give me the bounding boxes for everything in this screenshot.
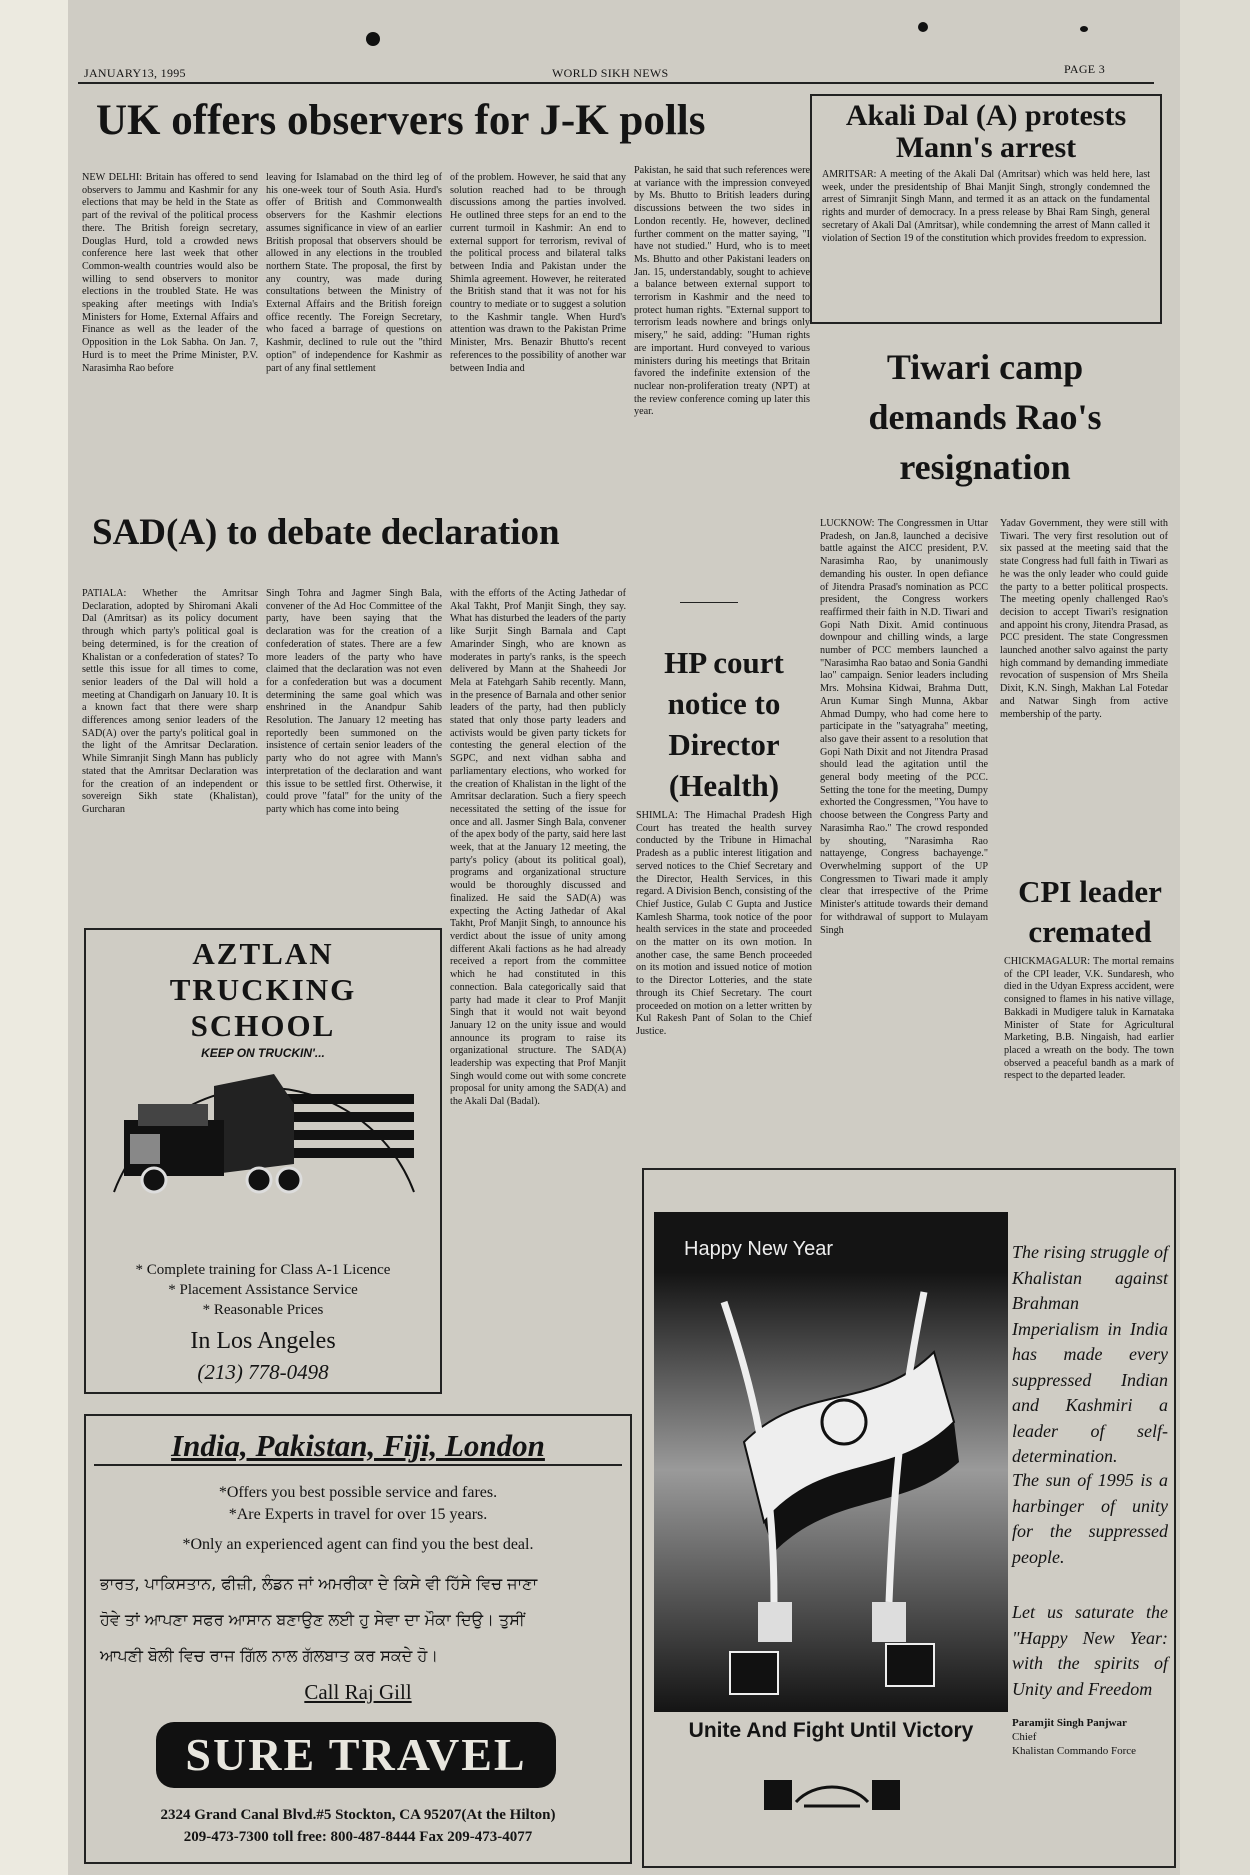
uk-headline: UK offers observers for J-K polls (96, 97, 706, 144)
akali-headline-1: Akali Dal (A) protests (845, 99, 1127, 132)
akali-box (810, 94, 1162, 324)
header-rule (78, 82, 1154, 84)
uk-column-2: leaving for Islamabad on the third leg of his one-week tour of South Asia. Hurd's offer of British and Commonwealth observers for the Kashmir elections assumes significance in view of an earlier British proposal that observers should be allowed in any elections in the troubled northern State. The proposal, the first by any country, was made during consultations between the Ministry of External Affairs and the British foreign office recently. The Foreign Secretary, who faced a barrage of questions on Kashmir, declined to rule out the "third option" of independence for Kashmir as part of any final settlement (266, 172, 442, 374)
akali-headline-2: Mann's arrest (895, 130, 1077, 164)
hp-headline-2: notice to (667, 686, 781, 721)
sad-column-3: with the efforts of the Acting Jathedar of Akal Takht, Prof Manjit Singh, they say. What has disturbed the leaders of the party like Surjit Singh Barnala and Capt Amarinder Singh, who are known as moderates in party's ranks, is the speech delivered by Mann at the Shaheedi Jor Mela at Fatehgarh Sahib recently. Mann, in the presence of Barnala and other senior leaders of the party, had then publicly stated that only those party leaders and activists would be given party tickets for contesting the general election of the SGPC, and next vidhan sabha and parliamentary elections, who worked for the creation of Khalistan in the light of the Amritsar declaration. Such a fiery speech necessitated the setting of the issue for once and all. Jasmer Singh Bala, convener of the apex body of the party, said here last week, that at the January 12 meeting, the party's policy (about its political goal), programs and organizational structure would be thoroughly discussed and finalized. He said the SAD(A) was expecting the Acting Jathedar of Akal Takht, Prof Manjit Singh, to announce his verdict about the issue of unity among different Akali factions as he had already received a report from the committee which he had constituted in this connection. Bala categorically said that party had made it clear to Prof Manjit Singh that it would not wait beyond January 12 on the unity issue and would announce its program to raise its organizational structure. The SAD(A) leadership was expecting that Prof Manjit Singh would come out with some concrete proposal for unity among the SAD(A) and the Akali Dal (Badal). (450, 588, 626, 1108)
right-margin (1180, 0, 1250, 1875)
page-number: PAGE 3 (1064, 62, 1106, 76)
paper-name: WORLD SIKH NEWS (552, 66, 669, 80)
sad-column-1: PATIALA: Whether the Amritsar Declaration, adopted by Shiromani Akali Dal (Amritsar) as its policy document through which party's political goal is being determined, is for the creation of Khalistan or a confederation of states? To settle this issue for all times to come, senior leaders of the Dal will hold a meeting at Chandigarh on January 10. It is a known fact that there were sharp differences among senior leaders of the SAD(A) over the party's political goal in the light of the Amritsar Declaration. While Simranjit Singh Mann has publicly stated that the Amritsar Declaration was for the creation of an independent or sovereign Sikh state (Khalistan), Gurcharan (82, 588, 258, 815)
travel-offers (86, 1482, 630, 1556)
new-year-slogan: Unite And Fight Until Victory (688, 1719, 974, 1742)
travel-offer-3: *Only an experienced agent can find you the best deal. (182, 1536, 534, 1553)
punch-hole (1080, 26, 1088, 32)
travel-brand: SURE TRAVEL (156, 1722, 556, 1788)
uk-column-1: NEW DELHI: Britain has offered to send observers to Jammu and Kashmir for any elections that may be held in the State as part of the revival of the political process there. The British foreign secretary, Douglas Hurd, told a crowded news conference here last week that other Common-wealth countries would also be willing to send observers to monitor elections in the troubled State. He was speaking after meetings with India's Ministers for Home, External Affairs and Finance as well as the leader of the Opposition in the Lok Sabha. On Jan. 7, Hurd is to meet the Prime Minister, P.V. Narasimha Rao before (82, 172, 258, 374)
travel-divider (94, 1464, 622, 1466)
aztlan-ad (84, 928, 442, 1394)
travel-punjabi-3: ਆਪਣੀ ਬੋਲੀ ਵਿਚ ਰਾਜ ਗਿੱਲ ਨਾਲ ਗੱਲਬਾਤ ਕਰ ਸਕਦੇ ਹੋ। (100, 1646, 439, 1665)
issue-date: JANUARY13, 1995 (84, 66, 186, 80)
aztlan-city: In Los Angeles (190, 1328, 336, 1354)
uk-column-3: of the problem. However, he said that any solution reached had to be through discussions among the parties involved. He outlined three steps for an end to the current turmoil in Kashmir: An end to external support for terrorism, revival of the political process and bilateral talks between India and Pakistan under the Shimla agreement. However, he reiterated the British stand that it was not for his country to mediate or to suggest a solution to the Kashmir tangle. When Hurd's attention was drawn to the Pakistan Prime Minister, Mrs. Benazir Bhutto's recent references to the possibility of another war between India and (450, 172, 626, 374)
new-year-message-3: Let us saturate the "Happy New Year: with the spirits of Unity and Freedom (1012, 1602, 1168, 1699)
hp-body: SHIMLA: The Himachal Pradesh High Court has treated the health survey conducted by the Tribune in Himachal Pradesh as a public interest litigation and served notices to the Chief Secretary and the Director, Health Services, in this regard. A Division Bench, consisting of the Chief Justice, Gulab C Gupta and Justice Kamlesh Sharma, took notice of the poor health services in the state and proceeded on the matter on its own motion. In another case, the same Bench proceeded on its motion and issued notice of motion to the Director Lotteries, and the state through its Chief Secretary. The court proceeded on motion on a letter written by Kul Rakesh Pant of Solan to the Chief Justice. (636, 810, 812, 1037)
aztlan-benefit-2: * Placement Assistance Service (168, 1282, 358, 1298)
sure-travel-ad (84, 1414, 632, 1864)
punch-hole (918, 22, 928, 32)
hp-headline (636, 642, 812, 806)
tiwari-headline: Tiwari camp demands Rao's resignation (868, 347, 1102, 487)
travel-title: India, Pakistan, Fiji, London (171, 1428, 545, 1463)
hp-headline-4: (Health) (668, 768, 780, 803)
travel-punjabi-2: ਹੋਵੇ ਤਾਂ ਆਪਣਾ ਸਫਰ ਆਸਾਨ ਬਣਾਉਣ ਲਈ ਹੁ ਸੇਵਾ ਦਾ ਮੌਕਾ ਦਿਉ। ਤੁਸੀਂ (100, 1610, 525, 1629)
sad-column-2: Singh Tohra and Jagmer Singh Bala, convener of the Ad Hoc Committee of the party, have been saying that the declaration was for the creation of a confederation of states. There are a few more leaders of the party who have claimed that the declaration was not even for a confederation but was a document determining the same goal which was enshrined in the Anandpur Sahib Resolution. The January 12 meeting has reportedly been summoned on the insistence of certain senior leaders of the party who do not agree with Mann's interpretation of the declaration and want this issue to be settled first. Otherwise, it could prove "fatal" for the unity of the party which has come into being (266, 588, 442, 815)
tiwari-column-1: LUCKNOW: The Congressmen in Uttar Pradesh, on Jan.8, launched a decisive battle against the AICC president, P.V. Narasimha Rao, by unanimously demanding his ouster. In open defiance of Jitendra Prasad's nomination as PCC president, the Congress workers reaffirmed their faith in N.D. Tiwari and Gopi Nath Dixit. Amid continuous downpour and chilling winds, a large number of PCC members launched a "Narasimha Rao batao and Sonia Gandhi lao" campaign. Senior leaders including Mrs. Mohsina Kidwai, Brahma Dutt, Arun Kumar Singh Munna, Akbar Ahmad Dumpy, who had come here to participate in the "satyagraha" meeting, also gave their assent to a resolution that Gopi Nath Dixit and not Jitendra Prasad should lead the agitation until the general body meeting of the PCC. Setting the tone for the meeting, Dumpy exhorted the Congressmen, "You have to choose between the Congress Party and Narasimha Rao." The crowd responded by shouting, "Narasimha Rao nattayenge, Congress bachayenge." Overwhelming support of the UP Congressmen to Tiwari made it amply clear that irrespective of the Prime Minister's attitude towards their demand for withdrawal of support to Mulayam Singh (820, 518, 988, 936)
truck-illustration (94, 1064, 434, 1194)
cpi-headline-1: CPI leader (1018, 874, 1162, 909)
aztlan-title (86, 936, 440, 1044)
cpi-headline-2: cremated (1028, 914, 1152, 949)
tiwari-column-2: Yadav Government, they were still with Tiwari. The very first resolution out of six passed at the meeting said that the state Congress had full faith in Tiwari as he was the only leader who could guide the party to a better political prospects. The meeting openly challenged Rao's decision to accept Tiwari's resignation and appoint his crony, Jitendra Prasad, as PCC president. The state Congressmen launched another salvo against the party high command by demanding immediate revocation of suspension of Mrs Sheila Dixit, K.N. Singh, Makhan Lal Fotedar and Natwar Singh from active membership of the party. (1000, 518, 1168, 720)
travel-address: 2324 Grand Canal Blvd.#5 Stockton, CA 95207(At the Hilton) (160, 1807, 556, 1823)
short-rule (680, 602, 738, 603)
new-year-poster (654, 1212, 1008, 1712)
new-year-signature (1012, 1718, 1172, 1758)
aztlan-title-1: AZTLAN (192, 936, 334, 971)
signature-org: Khalistan Commando Force (1012, 1744, 1137, 1757)
cpi-body: CHICKMAGALUR: The mortal remains of the CPI leader, V.K. Sundaresh, who died in the Udyan Express accident, were consigned to flames in his native village, Bakkadi in Mudigere taluk in Karnataka Minister of State for Agricultural Marketing, B.B. Ningaish, had earlier placed a wreath on the body. The town observed a peaceful bandh as a mark of respect to the departed leader. (1004, 956, 1174, 1082)
aztlan-title-3: SCHOOL (190, 1008, 336, 1043)
aztlan-slogan: KEEP ON TRUCKIN'... (201, 1046, 325, 1060)
new-year-message-2: The sun of 1995 is a harbinger of unity for the suppressed people. (1012, 1470, 1168, 1567)
akali-body: AMRITSAR: A meeting of the Akali Dal (Amritsar) which was held here, last week, under the presidentship of Bhai Manjit Singh, strongly condemned the arrest of Simranjit Singh Mann, and termed it as an attack on the fundamental rights and murder of democracy. In a press release by Bhai Ram Singh, general secretary of Akali Dal (Amritsar), while condemning the arrest of Mann called it violation of Section 19 of the constitution which provides freedom to expression. (822, 169, 1150, 244)
new-year-message-1: The rising struggle of Khalistan against Brahman Imperialism in India has made every suppressed Indian and Kashmiri a leader of self-determination. (1012, 1242, 1168, 1466)
aztlan-benefit-3: * Reasonable Prices (202, 1302, 324, 1318)
travel-call: Call Raj Gill (304, 1680, 412, 1704)
hp-headline-1: HP court (664, 645, 784, 680)
aztlan-benefit-1: * Complete training for Class A-1 Licence (135, 1262, 391, 1278)
uk-column-4: Pakistan, he said that such references were at variance with the impression conveyed by Ms. Bhutto to British leaders during discussions between the two sides in London recently. He, however, declined further comment on the matter saying, "I have not studied." Hurd, who is to meet Ms. Bhutto and other Pakistani leaders on Jan. 15, understandably, sought to achieve a balance between external support to terrorism in Kashmir and the need to protect human rights. "External support to terrorism leads nowhere and brings only misery," he said, adding: "Human rights are important. Hurd conveyed to various ministers during his meetings that Britain favored the indefinite extension of the nuclear non-proliferation treaty (NPT) at the review conference coming up later this year. (634, 165, 810, 418)
travel-offer-1: *Offers you best possible service and fares. (218, 1484, 498, 1501)
hp-headline-3: Director (668, 727, 780, 762)
cpi-headline (1000, 872, 1180, 952)
punch-hole (366, 32, 380, 46)
handshake-emblem (764, 1772, 900, 1832)
new-year-ad (642, 1168, 1176, 1868)
signature-name: Paramjit Singh Panjwar (1012, 1717, 1127, 1729)
travel-punjabi-text (100, 1566, 620, 1674)
aztlan-phone: (213) 778-0498 (197, 1360, 329, 1384)
aztlan-title-2: TRUCKING (169, 972, 357, 1007)
travel-punjabi-1: ਭਾਰਤ, ਪਾਕਿਸਤਾਨ, ਫੀਜ਼ੀ, ਲੰਡਨ ਜਾਂ ਅਮਰੀਕਾ ਦੇ ਕਿਸੇ ਵੀ ਹਿੱਸੇ ਵਿਚ ਜਾਣਾ (100, 1574, 538, 1593)
aztlan-benefits (86, 1260, 440, 1320)
poster-greeting: Happy New Year (684, 1238, 833, 1260)
travel-offer-2: *Are Experts in travel for over 15 years. (228, 1506, 488, 1523)
travel-phones: 209-473-7300 toll free: 800-487-8444 Fax 209-473-4077 (183, 1829, 533, 1845)
sad-headline: SAD(A) to debate declaration (92, 512, 560, 553)
flag-and-swords-illustration (654, 1272, 1008, 1712)
signature-title: Chief (1012, 1730, 1037, 1743)
left-margin (0, 0, 68, 1875)
